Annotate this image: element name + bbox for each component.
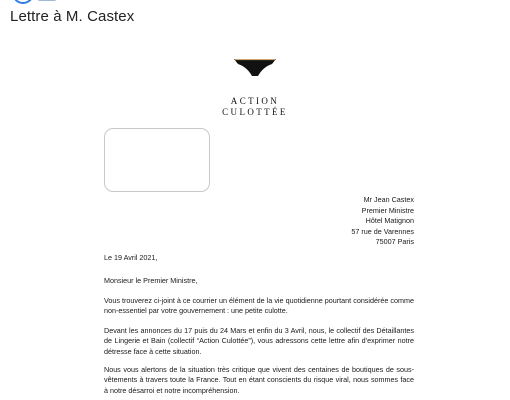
recipient-building: Hôtel Matignon [365, 216, 414, 226]
recipient-name: Mr Jean Castex [363, 195, 414, 204]
letter-paragraph-3: Nous vous alertons de la situation très critique que vivent des centaines de boutiques de sous-vêtements à travers toute la France. Tout en étant conscients du risque viral, nous sommes face à notre désarroi et notre incompréhension. [104, 365, 414, 395]
recipient-role: Premier Ministre [361, 205, 414, 215]
recipient-street: 57 rue de Varennes [351, 226, 414, 236]
brand-name-line-1: ACTION [230, 96, 280, 106]
document-title: Lettre à M. Castex [10, 8, 135, 25]
letter-date: Le 19 Avril 2021, [104, 253, 158, 262]
app-icon[interactable] [12, 0, 34, 4]
letter-page [0, 34, 510, 400]
envelope-address-window [104, 128, 210, 192]
recipient-city: 75007 Paris [375, 237, 414, 247]
brand-name-line-2: CULOTTÉE [222, 107, 288, 117]
toolbar-fragment [38, 0, 56, 1]
letter-salutation: Monsieur le Premier Ministre, [104, 276, 198, 285]
letter-paragraph-1: Vous trouverez ci-joint à ce courrier un élément de la vie quotidienne pourtant considérée comme non-essentiel par votre gouvernement : une petite culotte. [104, 296, 414, 316]
panty-logo-icon [232, 56, 278, 80]
recipient-address [351, 195, 414, 248]
window-title-bar [0, 0, 510, 34]
letter-paragraph-2: Devant les annonces du 17 puis du 24 Mars et enfin du 3 Avril, nous, le collectif des Détaillantes de Lingerie et Bain (collectif “Action Culottée”), vous adressons cette lettre afin d’exprimer notre détresse face à cette situation. [104, 326, 414, 356]
